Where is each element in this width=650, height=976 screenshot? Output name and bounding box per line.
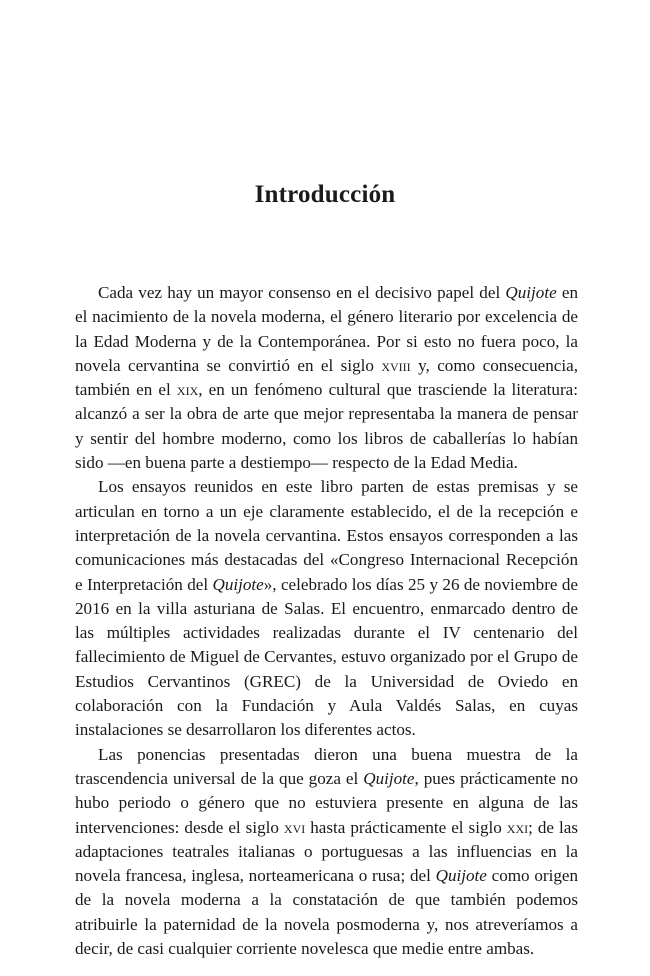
paragraph [75,281,578,475]
text-run: hasta prácticamente el siglo [305,817,507,837]
text-run: , en un fenómeno cultural que trasciende la literatura: alcanzó a ser la obra de arte que mejor representaba la manera de pensar y sentir del hombre moderno, como los libros de caballerías lo habían sido —en buena parte a destiempo— respecto de la Edad Media. [75,380,578,473]
text-run: ; de las adaptaciones teatrales italianas o portuguesas a las influencias en la novela francesa, inglesa, norteamericana o rusa; del [75,817,578,886]
italic-title: Quijote [435,866,487,886]
italic-title: Quijote [212,574,264,594]
chapter-heading: Introducción [254,181,396,208]
century-numeral: xviii [381,355,411,375]
text-run: Cada vez hay un mayor consenso en el decisivo papel del [98,283,506,302]
italic-title: Quijote [505,283,557,302]
century-numeral: xxi [506,817,529,837]
body-text [75,281,578,961]
text-run: », celebrado los días 25 y 26 de noviembre de 2016 en la villa asturiana de Salas. El encuentro, enmarcado dentro de las múltiples actividades realizadas durante el IV centenario del fallecimiento de Miguel de Cervantes, estuvo organizado por el Grupo de Estudios Cervantinos (GREC) de la Universidad de Oviedo en colaboración con la Fundación y Aula Valdés Salas, en cuyas instalaciones se desarrollaron los diferentes actos. [75,574,578,740]
text-run: , pues prácticamente no hubo periodo o género que no estuviera presente en alguna de las intervenciones: desde el siglo [75,768,578,837]
text-run: Los ensayos reunidos en este libro parten de estas premisas y se articulan en torno a un eje claramente establecido, el de la recepción e interpretación de la novela cervantina. Estos ensayos corresponden a las comunicaciones más destacadas del «Congreso Internacional Recepción e Interpretación del [75,477,578,594]
text-run: como origen de la novela moderna a la constatación de que también podemos atribuirle la paternidad de la novela posmoderna y, nos atreveríamos a decir, de casi cualquier corriente novelesca que medie entre ambas. [75,866,579,959]
text-run: Las ponencias presentadas dieron una buena muestra de la trascendencia universal de la que goza el [75,744,578,788]
paragraph [75,475,578,742]
paragraph [75,743,578,962]
text-run: en el nacimiento de la novela moderna, el género literario por excelencia de la Edad Moderna y de la Contemporánea. Por si esto no fuera poco, la novela cervantina se convirtió en el siglo [75,283,578,375]
century-numeral: xvi [283,817,306,837]
italic-title: Quijote [363,768,415,788]
century-numeral: xix [176,380,199,400]
text-run: y, como consecuencia, también en el [75,355,578,400]
